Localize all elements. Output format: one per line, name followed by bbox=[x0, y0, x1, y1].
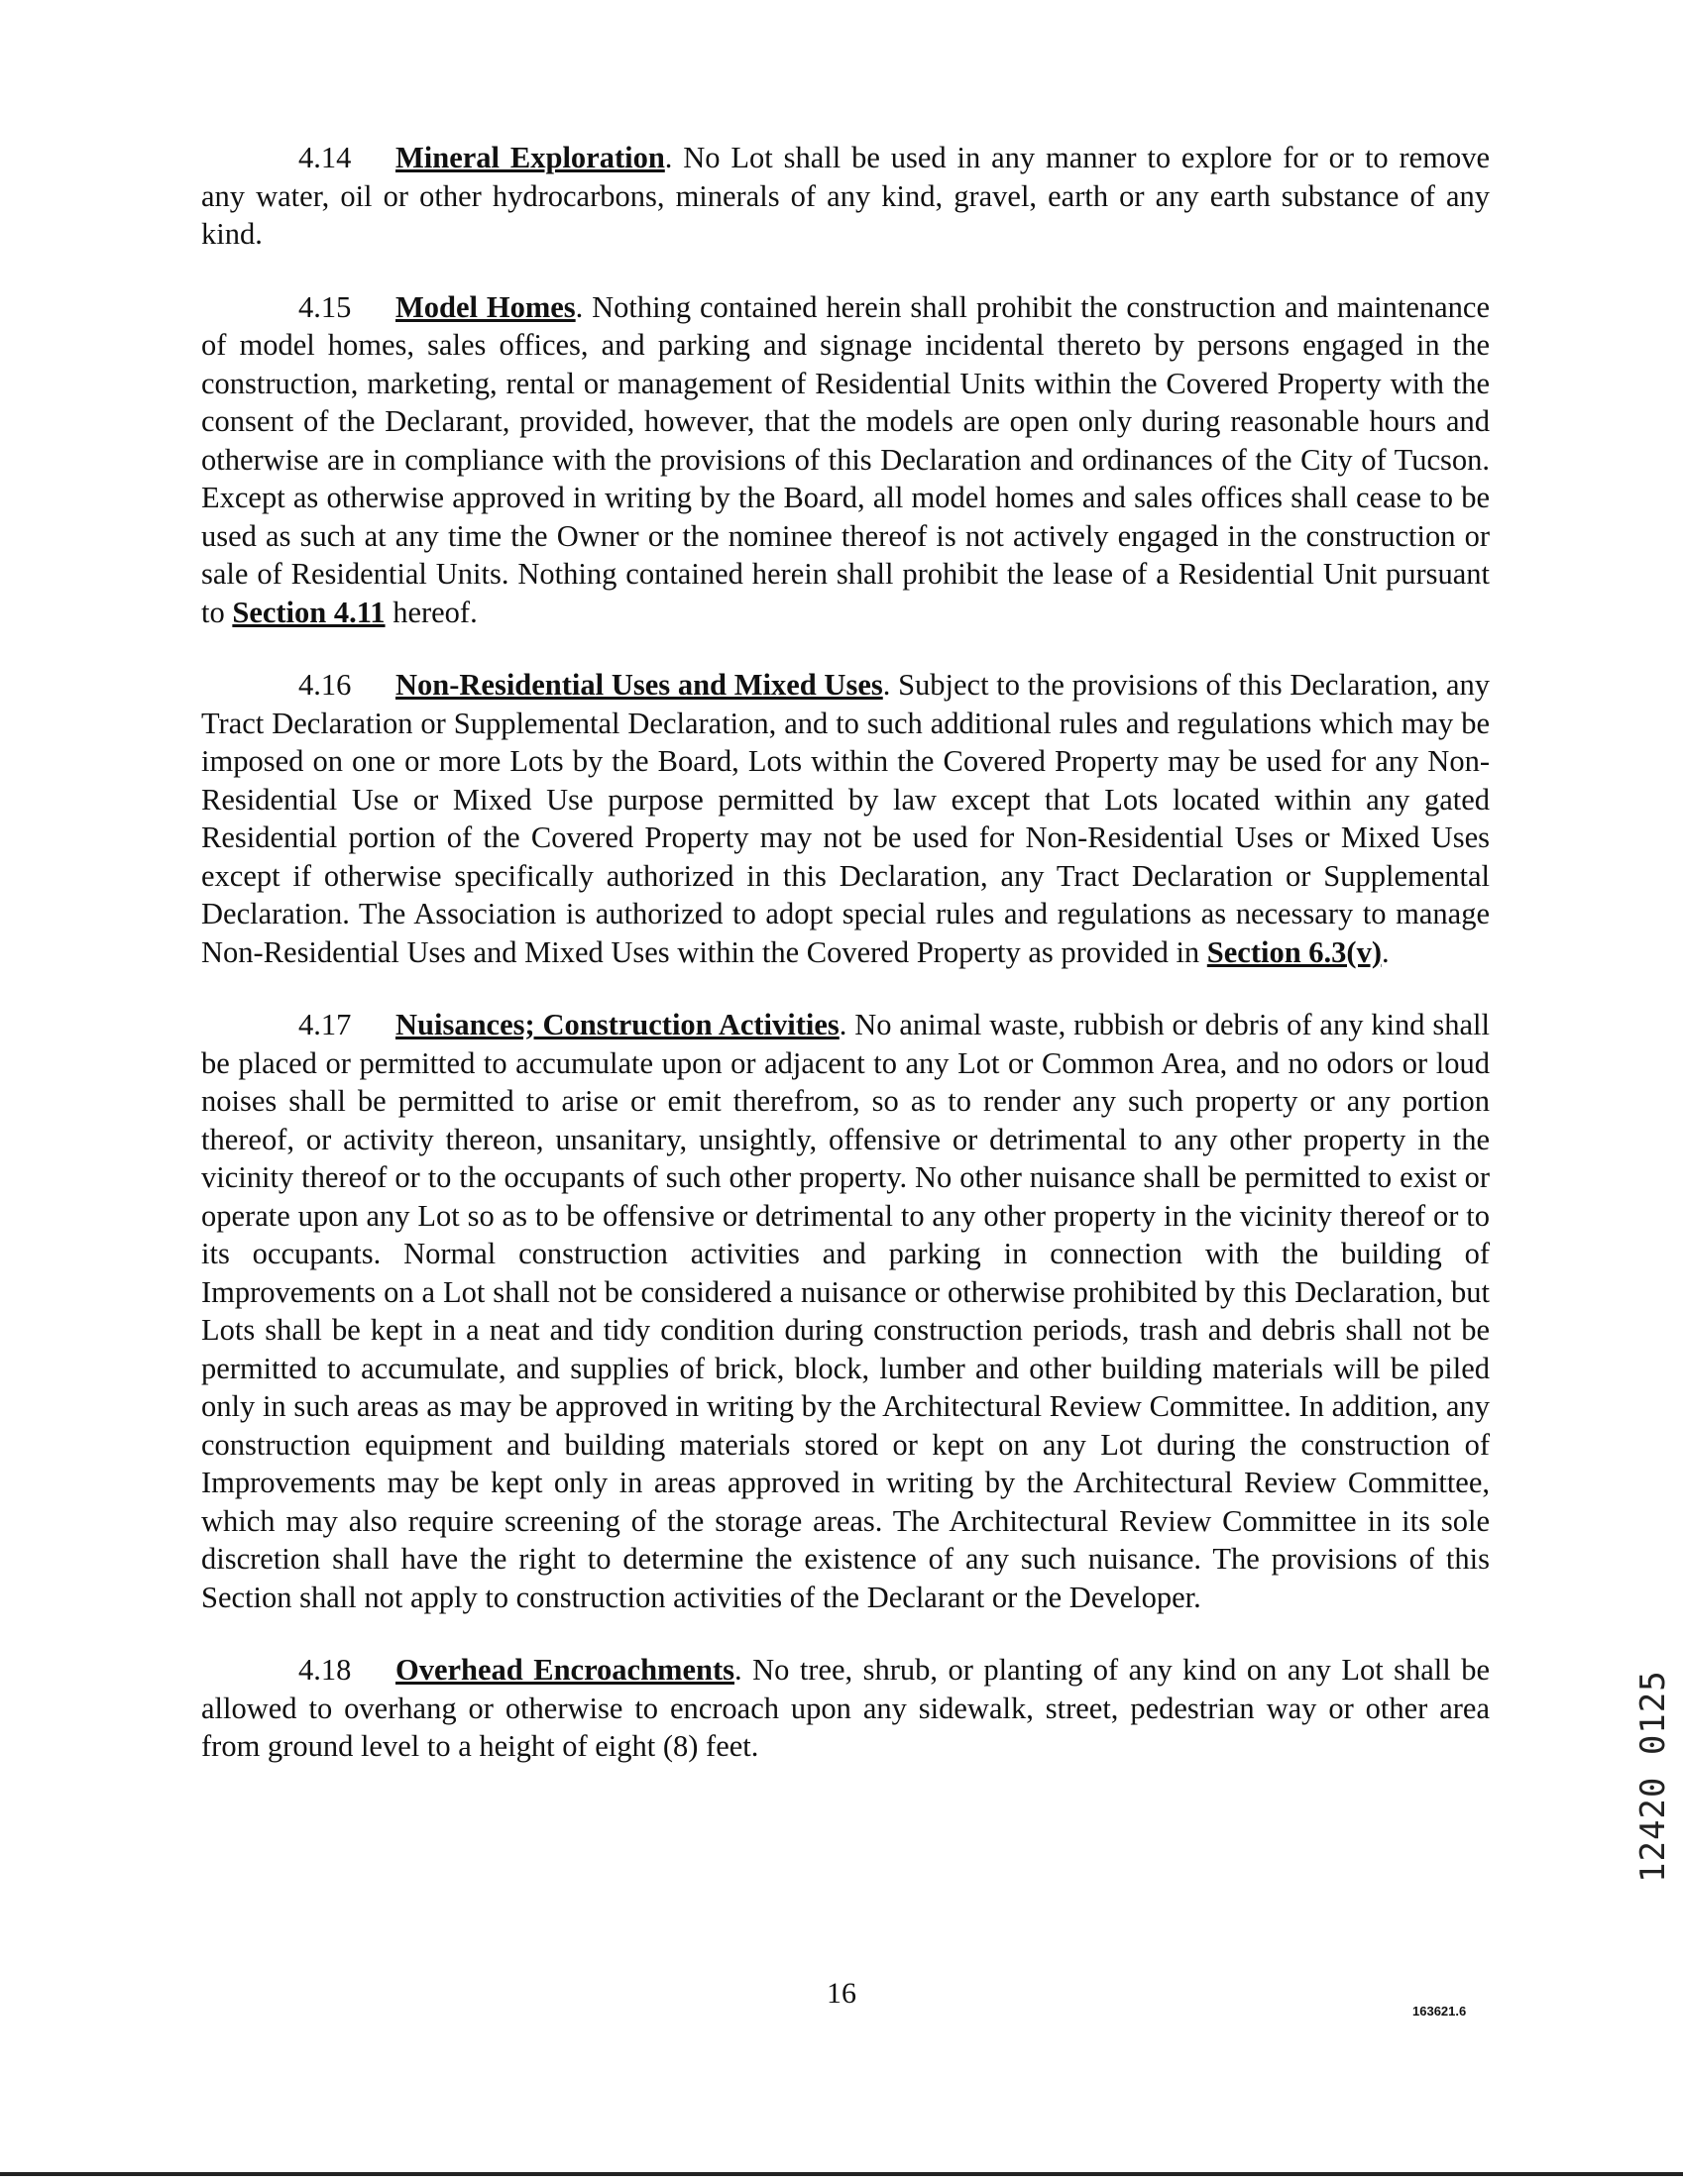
section-heading: Model Homes bbox=[395, 289, 576, 324]
section-text: No Lot shall be used in any manner to explore for or to remove any water, oil or other hydrocarbons, minerals of any kind, gravel, earth or any earth substance of any kind. bbox=[201, 141, 1490, 251]
document-body bbox=[201, 139, 1490, 1801]
section-number: 4.15 bbox=[298, 289, 352, 324]
section-text: No animal waste, rubbish or debris of any kind shall be placed or permitted to accumulate upon or adjacent to any Lot or Common Area, and no odors or loud noises shall be permitted to arise or emit therefrom, so as to render any such property or any portion thereof, or activity thereon, unsanitary, unsightly, offensive or detrimental to any other property in the vicinity thereof or to the occupants of such other property. No other nuisance shall be permitted to exist or operate upon any Lot so as to be offensive or detrimental to any other property in the vicinity thereof or to its occupants. Normal construction activities and parking in connection with the building of Improvements on a Lot shall not be considered a nuisance or otherwise prohibited by this Declaration, but Lots shall be kept in a neat and tidy condition during construction periods, trash and debris shall not be permitted to accumulate, and supplies of brick, block, lumber and other building materials will be piled only in such areas as may be approved in writing by the Architectural Review Committee. In addition, any construction equipment and building materials stored or kept on any Lot during the construction of Improvements may be kept only in areas approved in writing by the Architectural Review Committee, which may also require screening of the storage areas. The Architectural Review Committee in its sole discretion shall have the right to determine the existence of any such nuisance. The provisions of this Section shall not apply to construction activities of the Declarant or the Developer. bbox=[201, 1008, 1490, 1614]
margin-stamp-text: 12420 0125 bbox=[1633, 1670, 1673, 1883]
section-reference: Section 4.11 bbox=[232, 595, 386, 629]
section-4-14: 4.14 Mineral Exploration. No Lot shall be used in any manner to explore for or to remove any water, oil or other hydrocarbons, minerals of any kind, gravel, earth or any earth substance of any kind. bbox=[201, 141, 1490, 251]
section-number: 4.16 bbox=[298, 668, 352, 702]
section-4-16: 4.16 Non-Residential Uses and Mixed Uses. Subject to the provisions of this Declaration, any Tract Declaration or Supplemental Declaration, and to such additional rules and regulations which may be imposed on one or more Lots by the Board, Lots within the Covered Property may be used for any Non-Residential Use or Mixed Use purpose permitted by law except that Lots located within any gated Residential portion of the Covered Property may not be used for Non-Residential Uses or Mixed Uses except if otherwise specifically authorized in this Declaration, any Tract Declaration or Supplemental Declaration. The Association is authorized to adopt special rules and regulations as necessary to manage Non-Residential Uses and Mixed Uses within the Covered Property as provided in Section 6.3(v). bbox=[201, 668, 1490, 969]
bottom-rule bbox=[0, 2172, 1683, 2176]
section-4-18: 4.18 Overhead Encroachments. No tree, shrub, or planting of any kind on any Lot shall be allowed to overhang or otherwise to encroach upon any sidewalk, street, pedestrian way or other area from ground level to a height of eight (8) feet. bbox=[201, 1653, 1491, 1763]
section-4-15: 4.15 Model Homes. Nothing contained herein shall prohibit the construction and maintenance of model homes, sales offices, and parking and signage incidental thereto by persons engaged in the construction, marketing, rental or management of Residential Units within the Covered Property with the consent of the Declarant, provided, however, that the models are open only during reasonable hours and otherwise are in compliance with the provisions of this Declaration and ordinances of the City of Tucson. Except as otherwise approved in writing by the Board, all model homes and sales offices shall cease to be used as such at any time the Owner or the nominee thereof is not actively engaged in the construction or sale of Residential Units. Nothing contained herein shall prohibit the lease of a Residential Unit pursuant to Section 4.11 hereof. bbox=[201, 289, 1490, 629]
section-number: 4.14 bbox=[298, 141, 352, 174]
section-text: Nothing contained herein shall prohibit the construction and maintenance of model homes, sales offices, and parking and signage incidental thereto by persons engaged in the construction, marketing, rental or management of Residential Units within the Covered Property with the consent of the Declarant, provided, however, that the models are open only during reasonable hours and otherwise are in compliance with the provisions of this Declaration and ordinances of the City of Tucson. Except as otherwise approved in writing by the Board, all model homes and sales offices shall cease to be used as such at any time the Owner or the nominee thereof is not actively engaged in the construction or sale of Residential Units. Nothing contained herein shall prohibit the lease of a Residential Unit pursuant to bbox=[201, 289, 1490, 629]
section-heading: Overhead Encroachments bbox=[395, 1653, 734, 1687]
section-number: 4.17 bbox=[298, 1008, 352, 1041]
section-text: No tree, shrub, or planting of any kind on any Lot shall be allowed to overhang or otherwise to encroach upon any sidewalk, street, pedestrian way or other area from ground level to a height of eight (8) feet. bbox=[201, 1653, 1491, 1763]
section-reference: Section 6.3(v) bbox=[1206, 934, 1382, 969]
margin-stamp bbox=[1586, 1595, 1673, 1893]
document-id: 163621.6 bbox=[1412, 2004, 1467, 2019]
section-text: Subject to the provisions of this Declaration, any Tract Declaration or Supplemental Declaration, and to such additional rules and regulations which may be imposed on one or more Lots by the Board, Lots within the Covered Property may be used for any Non-Residential Use or Mixed Use purpose permitted by law except that Lots located within any gated Residential portion of the Covered Property may not be used for Non-Residential Uses or Mixed Uses except if otherwise specifically authorized in this Declaration, any Tract Declaration or Supplemental Declaration. The Association is authorized to adopt special rules and regulations as necessary to manage Non-Residential Uses and Mixed Uses within the Covered Property as provided in bbox=[201, 668, 1490, 969]
section-number: 4.18 bbox=[298, 1653, 352, 1687]
section-4-17: 4.17 Nuisances; Construction Activities. No animal waste, rubbish or debris of any kind shall be placed or permitted to accumulate upon or adjacent to any Lot or Common Area, and no odors or loud noises shall be permitted to arise or emit therefrom, so as to render any such property or any portion thereof, or activity thereon, unsanitary, unsightly, offensive or detrimental to any other property in the vicinity thereof or to the occupants of such other property. No other nuisance shall be permitted to exist or operate upon any Lot so as to be offensive or detrimental to any other property in the vicinity thereof or to its occupants. Normal construction activities and parking in connection with the building of Improvements on a Lot shall not be considered a nuisance or otherwise prohibited by this Declaration, but Lots shall be kept in a neat and tidy condition during construction periods, trash and debris shall not be permitted to accumulate, and supplies of brick, block, lumber and other building materials will be piled only in such areas as may be approved in writing by the Architectural Review Committee. In addition, any construction equipment and building materials stored or kept on any Lot during the construction of Improvements may be kept only in areas approved in writing by the Architectural Review Committee, which may also require screening of the storage areas. The Architectural Review Committee in its sole discretion shall have the right to determine the existence of any such nuisance. The provisions of this Section shall not apply to construction activities of the Declarant or the Developer. bbox=[201, 1008, 1490, 1614]
section-heading: Nuisances; Construction Activities bbox=[395, 1008, 840, 1041]
section-heading: Non-Residential Uses and Mixed Uses bbox=[395, 668, 883, 702]
section-heading: Mineral Exploration bbox=[395, 141, 665, 174]
page-number: 16 bbox=[827, 1977, 856, 2010]
